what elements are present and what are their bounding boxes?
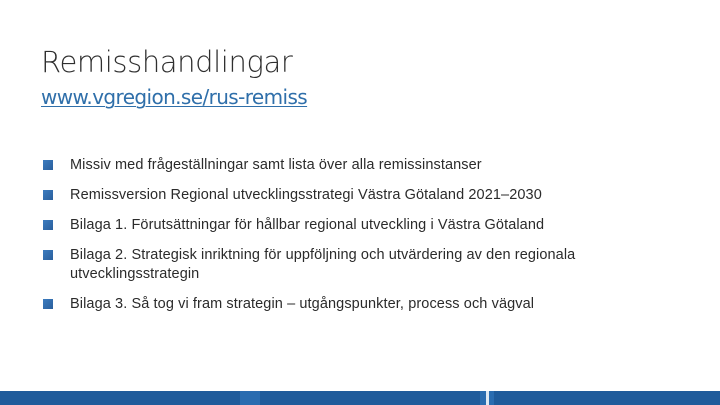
square-bullet-icon [43,190,53,200]
list-item [43,186,683,205]
remiss-link[interactable]: www.vgregion.se/rus-remiss [41,85,308,109]
list-item-text: Bilaga 1. Förutsättningar för hållbar regional utveckling i Västra Götaland [70,217,545,233]
list-item-text: Remissversion Regional utvecklingsstrategi Västra Götaland 2021–2030 [70,187,542,203]
square-bullet-icon [43,220,53,230]
page-title: Remisshandlingar [41,45,293,79]
footer-band [0,391,720,405]
list-item-text: Bilaga 2. Strategisk inriktning för uppföljning och utvärdering av den regionala utvecklingsstrategin [70,247,576,282]
list-item-text: Bilaga 3. Så tog vi fram strategin – utgångspunkter, process och vägval [70,296,535,312]
bullet-list [43,156,683,325]
square-bullet-icon [43,299,53,309]
list-item [43,295,683,314]
list-item [43,156,683,175]
list-item [43,246,683,284]
footer-stripe [486,391,489,405]
footer-stripe [240,391,260,405]
list-item [43,216,683,235]
square-bullet-icon [43,160,53,170]
list-item-text: Missiv med frågeställningar samt lista över alla remissinstanser [70,157,482,173]
square-bullet-icon [43,250,53,260]
